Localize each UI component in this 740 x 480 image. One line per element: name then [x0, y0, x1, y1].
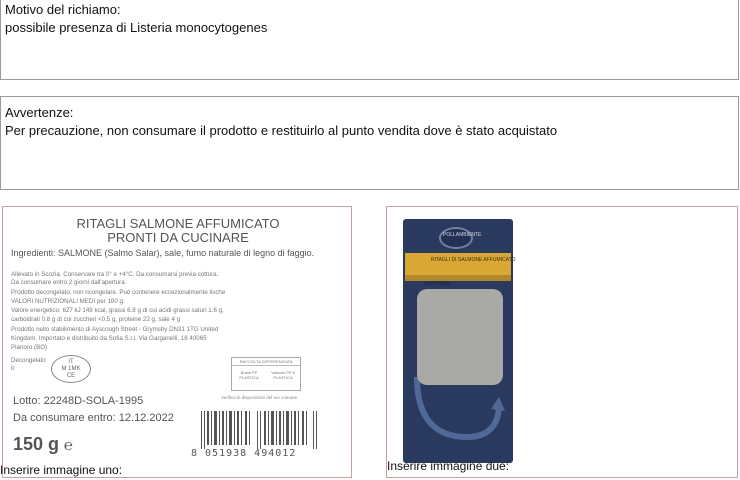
health-mark-oval — [51, 355, 91, 383]
brand-logo-icon — [439, 227, 473, 249]
package-window — [417, 289, 503, 385]
label-title — [3, 217, 353, 245]
oval-line1: IT — [68, 359, 74, 365]
label-storage-line: Valore energetico: 627 kJ 149 kcal, grassi 6.8 g di cui acidi grassi saturi 1.6 g, — [11, 307, 224, 314]
estimated-sign-icon: ℮ — [64, 437, 74, 454]
recycling-note: Verifica le disposizioni del tuo comune — [221, 395, 298, 400]
recycling-col2: Vassoio PP 5 PLASTICA — [271, 370, 295, 380]
product-label-image — [2, 206, 352, 478]
label-storage-line: Allevato in Scozia. Conservare tra 0° e +4°C. Da consumarsi previa cottura. — [11, 271, 219, 278]
recall-reason-text: possibile presenza di Listeria monocytogenes — [5, 20, 268, 35]
warnings-label: Avvertenze: — [5, 105, 74, 120]
lot-number: Lotto: 22248D-SOLA-1995 — [13, 395, 144, 407]
package-tag: IN CUCINA — [424, 281, 450, 287]
label-storage-line: Pianoro (BO) — [11, 344, 48, 351]
band-text: RITAGLI DI SALMONE AFFUMICATO — [431, 257, 516, 263]
label-storage-line: Kingdom. Importato e distribuito da Sofia S.r.l. Via Garganelli, 18 40065 — [11, 335, 207, 342]
label-storage-line: carboidrati 0.8 g di cui zuccheri <0.5 g, proteine 22 g, sale 4 g — [11, 316, 181, 323]
label-storage-line: Prodotto nello stabilimento di Ayscough Street - Grymsby DN31 1TG United — [11, 326, 219, 333]
barcode-number: 8 051938 494012 — [191, 448, 297, 459]
label-title-line1: RITAGLI SALMONE AFFUMICATO — [76, 216, 280, 231]
recall-reason-label: Motivo del richiamo: — [5, 2, 121, 17]
net-weight — [13, 434, 73, 455]
recycling-col1: Busta PP PLASTICA — [239, 370, 259, 380]
decongelato-label: Decongelato il: — [11, 357, 46, 372]
warnings-box — [0, 96, 739, 190]
recycling-title: RACCOLTA DIFFERENZIATA — [232, 358, 300, 366]
image-two-caption: Inserire immagine due: — [387, 459, 510, 473]
label-title-line2: PRONTI DA CUCINARE — [107, 230, 249, 245]
label-storage-line: VALORI NUTRIZIONALI MEDI per 100 g: — [11, 298, 125, 305]
oval-line2: M 1MK — [61, 366, 81, 372]
net-weight-value: 150 g — [13, 434, 60, 454]
barcode — [201, 411, 319, 449]
label-storage-line: Prodotto decongelato, non ricongelare. Può contenere eccezionalmente lische — [11, 289, 226, 296]
package-gold-band-shadow — [405, 275, 511, 281]
package-photo-image — [386, 206, 738, 478]
label-ingredients: Ingredienti: SALMONE (Salmo Salar), sale, fumo naturale di legno di faggio. — [11, 248, 315, 258]
oval-line3: CE — [66, 373, 76, 379]
recall-reason-box — [0, 0, 739, 80]
recycling-box — [231, 357, 301, 391]
image-one-caption: Inserire immagine uno: — [0, 463, 123, 477]
warnings-text: Per precauzione, non consumare il prodotto e restituirlo al punto vendita dove è stato acquistato — [5, 123, 558, 138]
label-storage-line: Da consumare entro 2 giorni dall'apertura. — [11, 279, 127, 286]
expiry-date: Da consumare entro: 12.12.2022 — [13, 412, 174, 424]
brand-name: POLLAMBIENTE — [443, 232, 482, 238]
